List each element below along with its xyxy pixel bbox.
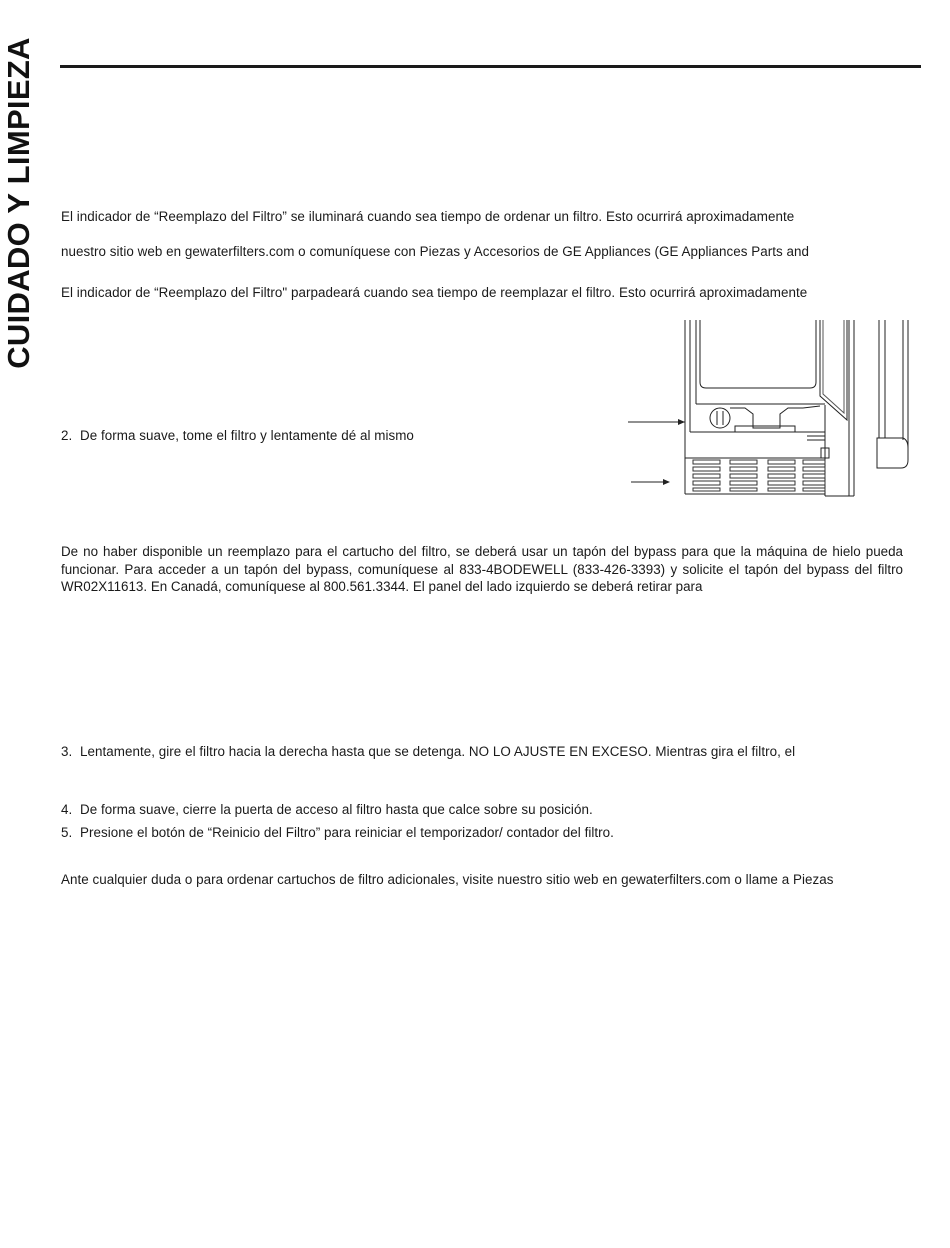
step-5	[61, 825, 614, 840]
step-3-number: 3.	[61, 744, 73, 759]
closing-contact-text: Ante cualquier duda o para ordenar cartuchos de filtro adicionales, visite nuestro sitio web en gewaterfilters.com o llame a Piezas	[61, 872, 834, 887]
section-side-title	[0, 28, 38, 378]
pointer-arrows	[628, 419, 685, 485]
bypass-plug-paragraph: De no haber disponible un reemplazo para el cartucho del filtro, se deberá usar un tapón del bypass para que la máquina de hielo pueda funcionar. Para acceder a un tapón del bypass, comuníquese al 833-4BODEWELL (833-426-3393) y solicite el tapón del bypass del filtro WR02X11613. En Canadá, comuníquese al 800.561.3344. El panel del lado izquierdo se deberá retirar para	[61, 544, 903, 594]
step-4-number: 4.	[61, 802, 73, 817]
ice-bin	[696, 320, 825, 404]
step-2-number: 2.	[61, 428, 73, 443]
step-2	[61, 428, 414, 443]
step-5-text: Presione el botón de “Reinicio del Filtro” para reiniciar el temporizador/ contador del filtro.	[80, 825, 614, 840]
filter-indicator-replace-text: El indicador de “Reemplazo del Filtro" parpadeará cuando sea tiempo de reemplazar el filtro. Esto ocurrirá aproximadamente	[61, 285, 808, 300]
step-4	[61, 802, 593, 817]
step-5-number: 5.	[61, 825, 73, 840]
step-3	[61, 744, 795, 759]
header-rule	[60, 65, 921, 68]
step-4-text: De forma suave, cierre la puerta de acceso al filtro hasta que calce sobre su posición.	[80, 802, 593, 817]
side-panel	[877, 320, 908, 468]
order-website-text: nuestro sitio web en gewaterfilters.com o comuníquese con Piezas y Accesorios de GE Appliances (GE Appliances Parts and	[61, 244, 810, 259]
front-grille	[693, 460, 825, 491]
ice-machine-filter-illustration	[625, 320, 910, 500]
section-title-text: CUIDADO Y LIMPIEZA	[1, 37, 36, 369]
filter-indicator-order-text: El indicador de “Reemplazo del Filtro” se iluminará cuando sea tiempo de ordenar un filtro. Esto ocurrirá aproximadamente	[61, 209, 795, 224]
step-2-text: De forma suave, tome el filtro y lentamente dé al mismo	[80, 428, 414, 443]
step-3-text: Lentamente, gire el filtro hacia la derecha hasta que se detenga. NO LO AJUSTE EN EXCESO. Mientras gira el filtro, el	[80, 744, 796, 759]
